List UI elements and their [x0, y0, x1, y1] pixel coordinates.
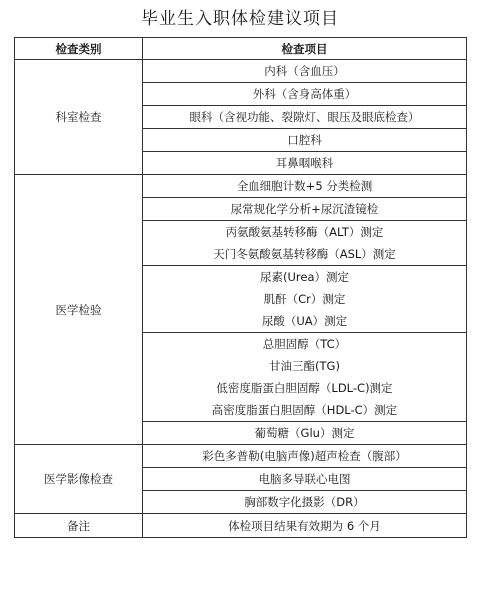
item-cell: 丙氨酸氨基转移酶（ALT）测定: [143, 221, 467, 244]
header-item: 检查项目: [143, 38, 467, 60]
item-cell: 口腔科: [143, 129, 467, 152]
item-cell: 彩色多普勒(电脑声像)超声检查（腹部）: [143, 445, 467, 468]
item-cell: 尿酸（UA）测定: [143, 310, 467, 333]
item-cell: 尿常规化学分析+尿沉渣镜检: [143, 198, 467, 221]
item-cell: 高密度脂蛋白胆固醇（HDL-C）测定: [143, 399, 467, 422]
item-cell: 内科（含血压）: [143, 60, 467, 83]
header-row: [15, 38, 467, 60]
checkup-table: [14, 37, 467, 538]
note-text: 体检项目结果有效期为 6 个月: [143, 514, 467, 538]
item-cell: 电脑多导联心电图: [143, 468, 467, 491]
header-category: 检查类别: [15, 38, 143, 60]
item-cell: 甘油三酯(TG): [143, 355, 467, 377]
category-cell: 科室检查: [15, 60, 143, 175]
item-cell: 全血细胞计数+5 分类检测: [143, 175, 467, 198]
item-cell: 外科（含身高体重）: [143, 83, 467, 106]
item-cell: 尿素(Urea）测定: [143, 266, 467, 289]
item-cell: 低密度脂蛋白胆固醇（LDL-C)测定: [143, 377, 467, 399]
page-title: 毕业生入职体检建议项目: [141, 9, 339, 29]
item-cell: 总胆固醇（TC）: [143, 333, 467, 356]
item-cell: 葡萄糖（Glu）测定: [143, 422, 467, 445]
item-cell: 眼科（含视功能、裂隙灯、眼压及眼底检查）: [143, 106, 467, 129]
category-cell: 医学检验: [15, 175, 143, 445]
item-cell: 天门冬氨酸氨基转移酶（ASL）测定: [143, 243, 467, 266]
category-cell: 医学影像检查: [15, 445, 143, 514]
table-row: [15, 445, 467, 468]
item-cell: 肌酐（Cr）测定: [143, 288, 467, 310]
table-row: [15, 60, 467, 83]
item-cell: 胸部数字化摄影（DR）: [143, 491, 467, 514]
note-label: 备注: [15, 514, 143, 538]
note-row: [15, 514, 467, 538]
table-row: [15, 175, 467, 198]
item-cell: 耳鼻咽喉科: [143, 152, 467, 175]
